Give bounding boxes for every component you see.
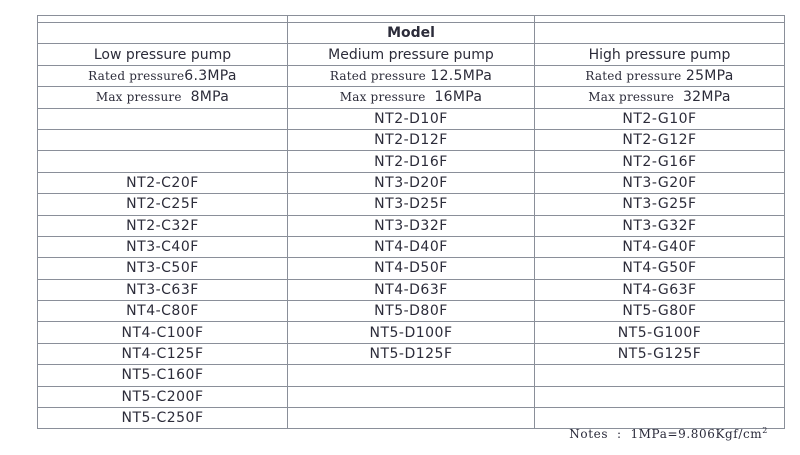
low-pressure-model: NT5-C250F (38, 408, 288, 429)
rated-pressure-value: 6.3MPa (184, 67, 237, 84)
low-pressure-pump-header: Low pressure pump (38, 44, 288, 65)
low-pressure-model (38, 108, 288, 129)
low-pressure-model: NT4-C80F (38, 301, 288, 322)
high-pressure-model: NT4-G63F (535, 279, 785, 300)
empty-cell (535, 23, 785, 44)
max-pressure-value: 8MPa (190, 89, 230, 106)
medium-pressure-model: NT4-D63F (288, 279, 535, 300)
high-pressure-model: NT3-G20F (535, 172, 785, 193)
low-pressure-model: NT5-C160F (38, 365, 288, 386)
notes-label: Notes (569, 427, 609, 441)
pump-type-header-row (38, 44, 785, 65)
notes-superscript: 2 (762, 426, 768, 435)
rated-pressure-value: 25MPa (685, 67, 734, 84)
low-pressure-model (38, 129, 288, 150)
high-pressure-model: NT4-G50F (535, 258, 785, 279)
table-row (38, 172, 785, 193)
spacer-cell (288, 16, 535, 23)
max-pressure-row (38, 87, 785, 108)
spacer-cell (535, 16, 785, 23)
medium-pressure-model: NT3-D32F (288, 215, 535, 236)
high-pressure-pump-header: High pressure pump (535, 44, 785, 65)
low-pressure-model: NT2-C32F (38, 215, 288, 236)
table-row (38, 386, 785, 407)
rated-pressure-label: Rated pressure (585, 68, 682, 83)
rated-pressure-label: Rated pressure (329, 68, 426, 83)
medium-pressure-model: NT4-D40F (288, 236, 535, 257)
high-pressure-model: NT5-G100F (535, 322, 785, 343)
medium-pressure-pump-header: Medium pressure pump (288, 44, 535, 65)
medium-pressure-model: NT2-D12F (288, 129, 535, 150)
low-pressure-model: NT2-C20F (38, 172, 288, 193)
table-row (38, 151, 785, 172)
high-pressure-model: NT4-G40F (535, 236, 785, 257)
notes (569, 426, 768, 441)
low-pressure-model: NT3-C40F (38, 236, 288, 257)
notes-text: 1MPa=9.806Kgf/cm (630, 427, 763, 441)
low-rated-pressure-cell (38, 65, 288, 86)
table-row (38, 129, 785, 150)
model-heading-row (38, 23, 785, 44)
high-pressure-model (535, 386, 785, 407)
pump-model-table (37, 15, 785, 429)
high-max-pressure-cell (535, 87, 785, 108)
spacer-cell (38, 16, 288, 23)
high-pressure-model: NT3-G32F (535, 215, 785, 236)
max-pressure-value: 16MPa (434, 89, 483, 106)
model-heading: Model (288, 23, 535, 44)
low-pressure-model: NT4-C100F (38, 322, 288, 343)
table-row (38, 365, 785, 386)
high-pressure-model (535, 365, 785, 386)
medium-pressure-model (288, 365, 535, 386)
max-pressure-value: 32MPa (682, 89, 731, 106)
low-pressure-model: NT5-C200F (38, 386, 288, 407)
table-row (38, 108, 785, 129)
medium-pressure-model: NT5-D125F (288, 343, 535, 364)
table-row (38, 279, 785, 300)
medium-pressure-model: NT3-D25F (288, 194, 535, 215)
max-pressure-label: Max pressure (95, 90, 182, 105)
max-pressure-label: Max pressure (339, 90, 426, 105)
low-pressure-model: NT3-C50F (38, 258, 288, 279)
table-row (38, 215, 785, 236)
medium-pressure-model: NT2-D10F (288, 108, 535, 129)
table-row (38, 322, 785, 343)
notes-separator: : (616, 427, 622, 441)
medium-pressure-model: NT5-D100F (288, 322, 535, 343)
high-pressure-model: NT2-G12F (535, 129, 785, 150)
medium-pressure-model: NT4-D50F (288, 258, 535, 279)
medium-max-pressure-cell (288, 87, 535, 108)
low-pressure-model: NT4-C125F (38, 343, 288, 364)
medium-rated-pressure-cell (288, 65, 535, 86)
high-pressure-model: NT2-G16F (535, 151, 785, 172)
low-pressure-model: NT3-C63F (38, 279, 288, 300)
medium-pressure-model: NT5-D80F (288, 301, 535, 322)
low-max-pressure-cell (38, 87, 288, 108)
high-pressure-model: NT2-G10F (535, 108, 785, 129)
rated-pressure-label: Rated pressure (88, 68, 185, 83)
rated-pressure-value: 12.5MPa (430, 67, 493, 84)
table-row (38, 236, 785, 257)
rated-pressure-row (38, 65, 785, 86)
table-row (38, 301, 785, 322)
medium-pressure-model: NT2-D16F (288, 151, 535, 172)
low-pressure-model: NT2-C25F (38, 194, 288, 215)
medium-pressure-model: NT3-D20F (288, 172, 535, 193)
empty-cell (38, 23, 288, 44)
low-pressure-model (38, 151, 288, 172)
high-rated-pressure-cell (535, 65, 785, 86)
table-row (38, 258, 785, 279)
medium-pressure-model (288, 408, 535, 429)
table-top-spacer-row (38, 16, 785, 23)
table-row (38, 194, 785, 215)
medium-pressure-model (288, 386, 535, 407)
max-pressure-label: Max pressure (588, 90, 675, 105)
table-row (38, 343, 785, 364)
high-pressure-model: NT5-G125F (535, 343, 785, 364)
high-pressure-model: NT5-G80F (535, 301, 785, 322)
high-pressure-model: NT3-G25F (535, 194, 785, 215)
